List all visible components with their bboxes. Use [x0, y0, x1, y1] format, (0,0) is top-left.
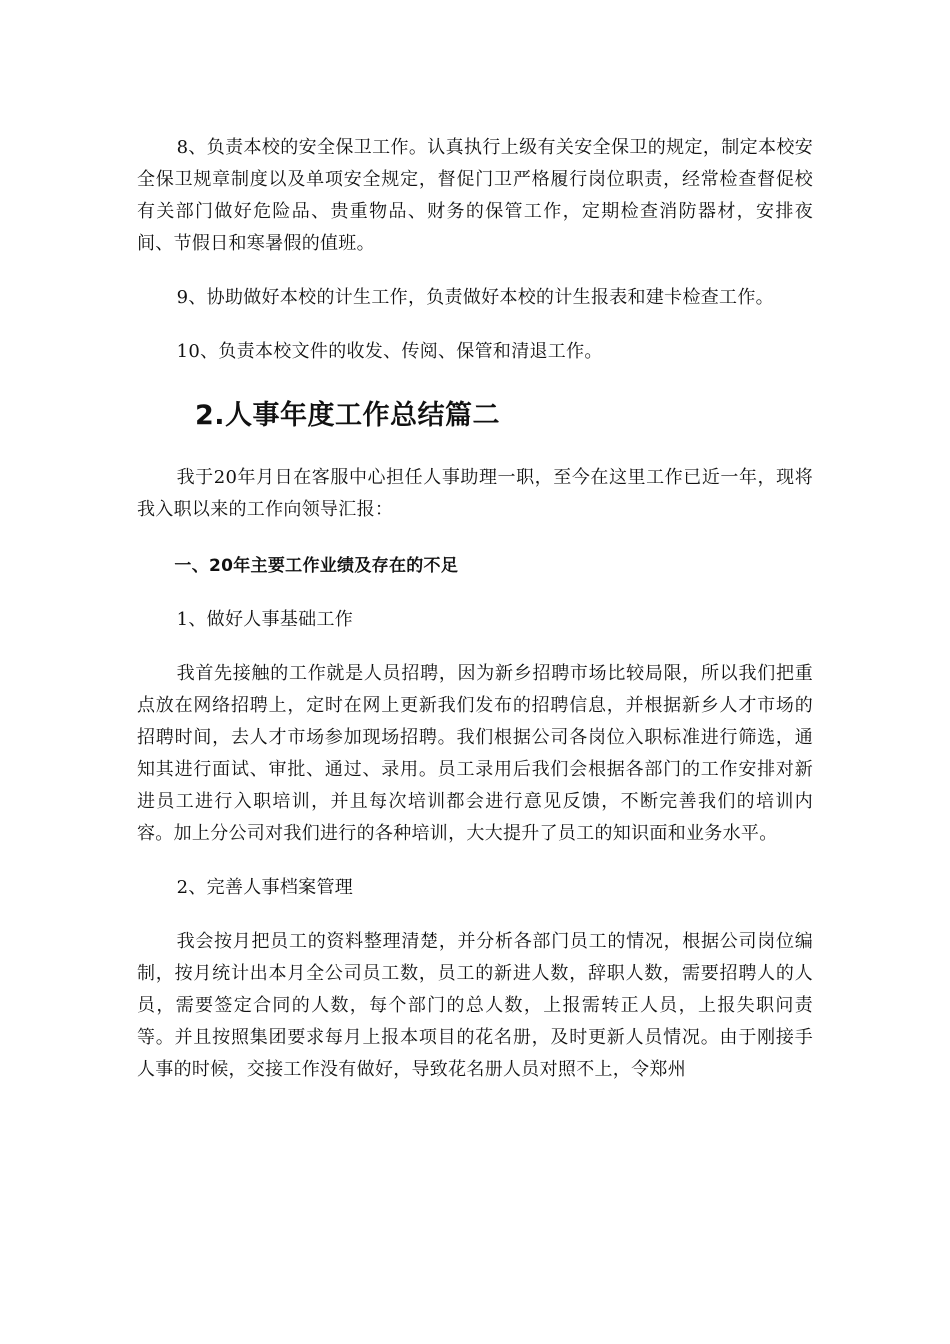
- section-heading: 2.人事年度工作总结篇二: [195, 400, 501, 431]
- section-title: 一、20年主要工作业绩及存在的不足: [174, 556, 459, 576]
- paragraph-item-10: 10、负责本校文件的收发、传阅、保管和清退工作。: [176, 341, 603, 362]
- item-1-body: 我首先接触的工作就是人员招聘，因为新乡招聘市场比较局限，所以我们把重点放在网络招聘上，定时在网上更新我们发布的招聘信息，并根据新乡人才市场的招聘时间，去人才市场参加现场招聘。我们根据公司各岗位入职标准进行筛选，通知其进行面试、审批、通过、录用。员工录用后我们会根据各部门的工作安排对新进员工进行入职培训，并且每次培训都会进行意见反馈，不断完善我们的培训内容。加上分公司对我们进行的各种培训，大大提升了员工的知识面和业务水平。: [137, 663, 813, 844]
- paragraph-item-8: 8、负责本校的安全保卫工作。认真执行上级有关安全保卫的规定，制定本校安全保卫规章制度以及单项安全规定，督促门卫严格履行岗位职责，经常检查督促校有关部门做好危险品、贵重物品、财务的保管工作，定期检查消防器材，安排夜间、节假日和寒暑假的值班。: [137, 137, 813, 254]
- paragraph-item-9: 9、协助做好本校的计生工作，负责做好本校的计生报表和建卡检查工作。: [176, 287, 774, 308]
- item-2-title: 2、完善人事档案管理: [176, 877, 354, 898]
- document-body: [137, 132, 813, 1086]
- intro-paragraph: 我于20年月日在客服中心担任人事助理一职，至今在这里工作已近一年，现将我入职以来的工作向领导汇报：: [137, 467, 813, 520]
- item-2-body: 我会按月把员工的资料整理清楚，并分析各部门员工的情况，根据公司岗位编制，按月统计出本月全公司员工数，员工的新进人数，辞职人数，需要招聘人的人员，需要签定合同的人数，每个部门的总人数，上报需转正人员，上报失职问责等。并且按照集团要求每月上报本项目的花名册，及时更新人员情况。由于刚接手人事的时候，交接工作没有做好，导致花名册人员对照不上，令郑州: [137, 931, 813, 1080]
- item-1-title: 1、做好人事基础工作: [176, 609, 354, 630]
